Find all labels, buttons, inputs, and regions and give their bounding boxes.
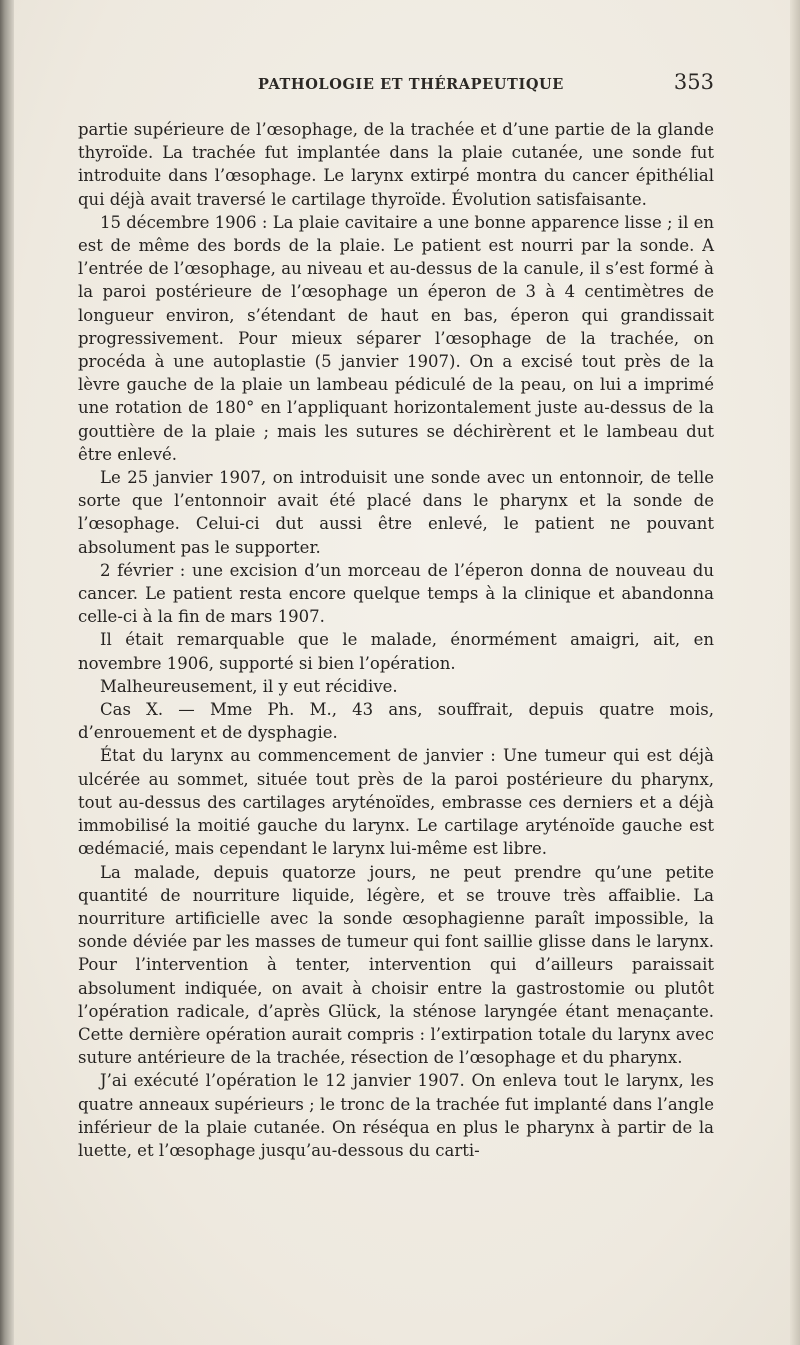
paragraph-3: Le 25 janvier 1907, on introduisit une sonde avec un entonnoir, de telle sorte que l’entonnoir avait été placé dans le pharynx et la sonde de l’œsophage. Celui-ci dut aussi être enlevé, le patient ne pouvant absolument pas le supporter.	[78, 468, 714, 557]
running-title: PATHOLOGIE ET THÉRAPEUTIQUE	[258, 76, 564, 93]
paragraph-5: Il était remarquable que le malade, énormément amaigri, ait, en novembre 1906, supporté si bien l’opération.	[78, 630, 714, 673]
paragraph-9: La malade, depuis quatorze jours, ne peut prendre qu’une petite quantité de nourriture liquide, légère, et se trouve très affaiblie. La nourriture artificielle avec la sonde œsophagienne paraît impossible, la sonde déviée par les masses de tumeur qui font saillie glisse dans le larynx. Pour l’intervention à tenter, intervention qui d’ailleurs paraissait absolument indiquée, on avait à choisir entre la gastrostomie ou plutôt l’opération radicale, d’après Glück, la sténose laryngée étant menaçante. Cette dernière opération aurait compris : l’extirpation totale du larynx avec suture antérieure de la trachée, résection de l’œsophage et du pharynx.	[78, 862, 714, 1068]
page-number: 353	[673, 70, 714, 94]
page-binding-shadow	[0, 0, 14, 1345]
page-edge	[790, 0, 800, 1345]
paragraph-4: 2 février : une excision d’un morceau de l’éperon donna de nouveau du cancer. Le patient resta encore quelque temps à la clinique et abandonna celle-ci à la fin de mars 1907.	[78, 560, 714, 627]
paragraph-2: 15 décembre 1906 : La plaie cavitaire a une bonne apparence lisse ; il en est de même des bords de la plaie. Le patient est nourri par la sonde. A l’entrée de l’œsophage, au niveau et au-dessus de la canule, il s’est formé à la paroi postérieure de l’œsophage un éperon de 3 à 4 centimètres de longueur environ, s’étendant de haut en bas, éperon qui grandissait progressivement. Pour mieux séparer l’œsophage de la trachée, on procéda à une autoplastie (5 janvier 1907). On a excisé tout près de la lèvre gauche de la plaie un lambeau pédiculé de la peau, on lui a imprimé une rotation de 180° en l’appliquant horizontalement juste au-dessus de la gouttière de la plaie ; mais les sutures se déchirèrent et le lambeau dut être enlevé.	[78, 212, 714, 464]
paragraph-7: Cas X. — Mme Ph. M., 43 ans, souffrait, depuis quatre mois, d’enrouement et de dysphagie.	[78, 700, 714, 743]
paragraph-10: J’ai exécuté l’opération le 12 janvier 1907. On enleva tout le larynx, les quatre anneaux supérieurs ; le tronc de la trachée fut implanté dans l’angle inférieur de la plaie cutanée. On réséqua en plus le pharynx à partir de la luette, et l’œsophage jusqu’au-dessous du carti-	[78, 1071, 714, 1160]
paragraph-8: État du larynx au commencement de janvier : Une tumeur qui est déjà ulcérée au sommet, située tout près de la paroi postérieure du pharynx, tout au-dessus des cartilages aryténoïdes, embrasse ces derniers et a déjà immobilisé la moitié gauche du larynx. Le cartilage aryténoïde gauche est œdémacié, mais cependant le larynx lui-même est libre.	[78, 746, 714, 859]
paragraph-6: Malheureusement, il y eut récidive.	[100, 676, 398, 696]
body-text	[78, 118, 714, 1162]
paragraph-1: partie supérieure de l’œsophage, de la trachée et d’une partie de la glande thyroïde. La trachée fut implantée dans la plaie cutanée, une sonde fut introduite dans l’œsophage. Le larynx extirpé montra du cancer épithélial qui déjà avait traversé le cartilage thyroïde. Évolution satisfaisante.	[78, 120, 714, 209]
page-header	[78, 72, 714, 100]
